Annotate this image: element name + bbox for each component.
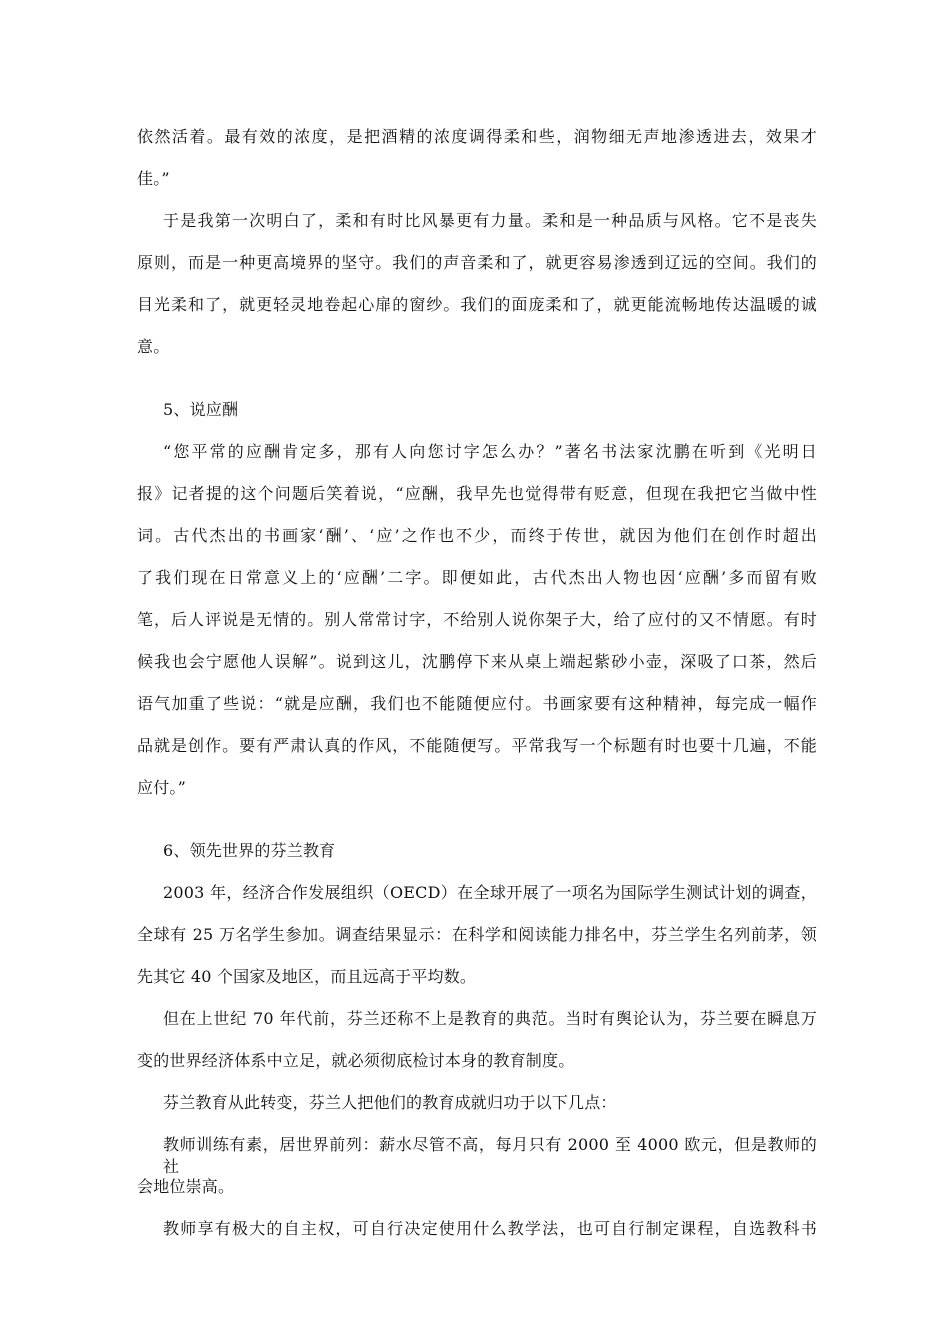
text-line: 目光柔和了，就更轻灵地卷起心扉的窗纱。我们的面庞柔和了，就更能流畅地传达温暖的诚 xyxy=(137,295,817,314)
text-line: 报》记者提的这个问题后笑着说，“应酬，我早先也觉得带有贬意，但现在我把它当做中性 xyxy=(137,484,817,503)
text-line: 了我们现在日常意义上的‘应酬’二字。即便如此，古代杰出人物也因‘应酬’多而留有败 xyxy=(137,568,817,587)
text-line: 2003 年，经济合作发展组织（OECD）在全球开展了一项名为国际学生测试计划的调查， xyxy=(163,883,817,902)
text-line: 应付。” xyxy=(137,778,186,797)
text-line: 会地位崇高。 xyxy=(137,1177,235,1196)
text-line: 词。古代杰出的书画家‘酬’、‘应’之作也不少，而终于传世，就因为他们在创作时超出 xyxy=(137,526,817,545)
text-line: 教师享有极大的自主权，可自行决定使用什么教学法，也可自行制定课程，自选教科书 xyxy=(163,1219,817,1238)
text-line: “您平常的应酬肯定多，那有人向您讨字怎么办？”著名书法家沈鹏在听到《光明日 xyxy=(163,442,817,461)
section-heading: 5、说应酬 xyxy=(163,400,239,419)
text-line: 意。 xyxy=(137,337,170,356)
text-line: 笔，后人评说是无情的。别人常常讨字，不给别人说你架子大，给了应付的又不情愿。有时 xyxy=(137,610,817,629)
text-line: 于是我第一次明白了，柔和有时比风暴更有力量。柔和是一种品质与风格。它不是丧失 xyxy=(163,211,817,230)
section-heading: 6、领先世界的芬兰教育 xyxy=(163,841,336,860)
text-line: 佳。” xyxy=(137,169,170,188)
text-line: 候我也会宁愿他人误解”。说到这儿，沈鹏停下来从桌上端起紫砂小壶，深吸了口茶，然后 xyxy=(137,652,817,671)
text-line: 变的世界经济体系中立足，就必须彻底检讨本身的教育制度。 xyxy=(137,1051,575,1070)
text-line: 原则，而是一种更高境界的坚守。我们的声音柔和了，就更容易渗透到辽远的空间。我们的 xyxy=(137,253,817,272)
text-line: 芬兰教育从此转变，芬兰人把他们的教育成就归功于以下几点： xyxy=(163,1093,617,1112)
text-line: 依然活着。最有效的浓度，是把酒精的浓度调得柔和些，润物细无声地渗透进去，效果才 xyxy=(137,127,817,146)
text-line: 品就是创作。要有严肃认真的作风，不能随便写。平常我写一个标题有时也要十几遍，不能 xyxy=(137,736,817,755)
text-line: 但在上世纪 70 年代前，芬兰还称不上是教育的典范。当时有舆论认为，芬兰要在瞬息万 xyxy=(163,1009,817,1028)
text-line: 教师训练有素，居世界前列：薪水尽管不高，每月只有 2000 至 4000 欧元，但是教师的社 xyxy=(163,1135,817,1176)
text-line: 先其它 40 个国家及地区，而且远高于平均数。 xyxy=(137,967,477,986)
text-line: 全球有 25 万名学生参加。调查结果显示：在科学和阅读能力排名中，芬兰学生名列前茅，领 xyxy=(137,925,817,944)
text-line: 语气加重了些说：“就是应酬，我们也不能随便应付。书画家要有这种精神，每完成一幅作 xyxy=(137,694,817,713)
